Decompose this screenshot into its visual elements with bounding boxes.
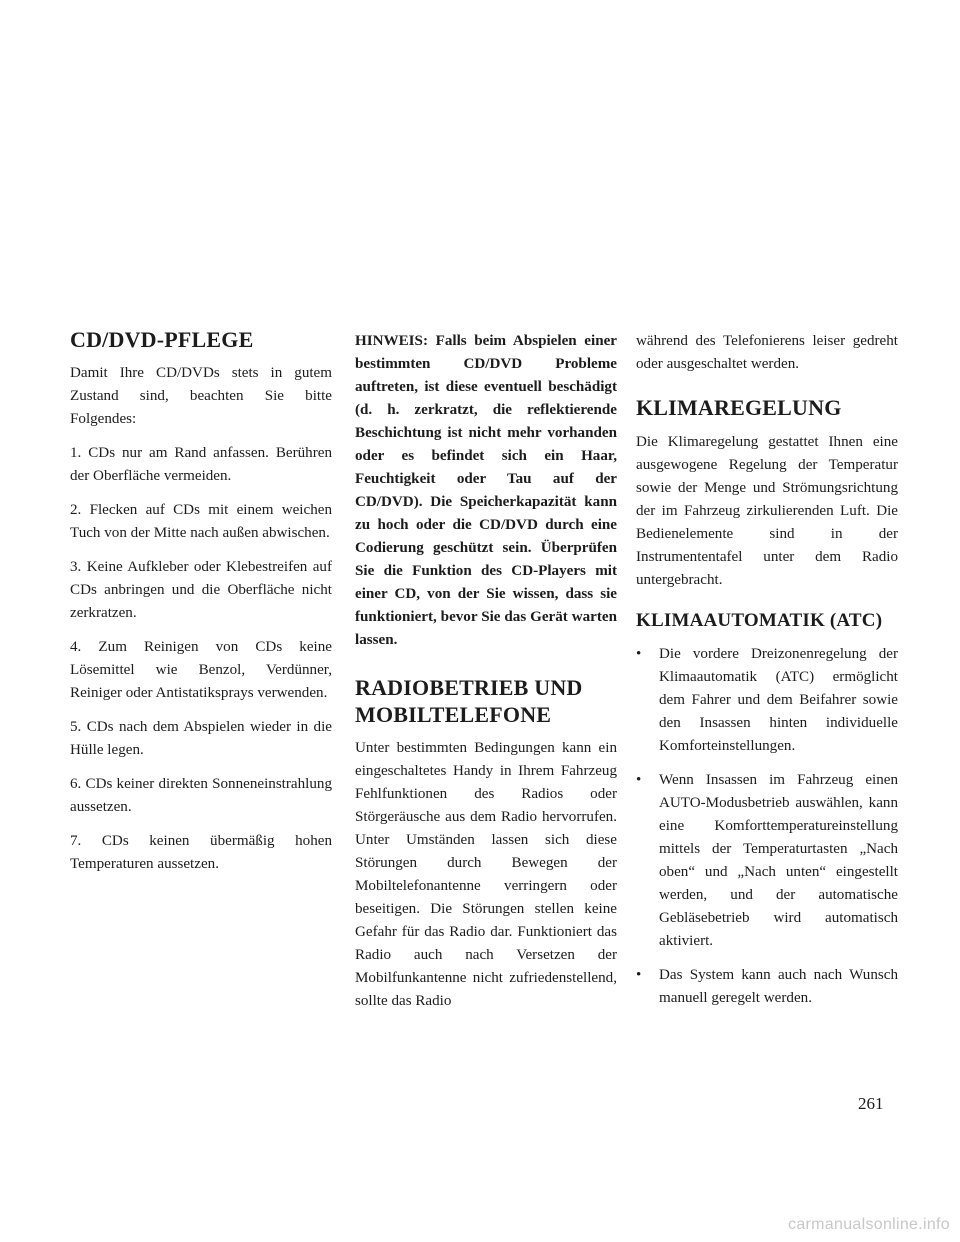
heading-radio-line1: RADIOBETRIEB UND — [355, 675, 583, 700]
column-left — [70, 326, 332, 887]
care-item-2: 2. Flecken auf CDs mit einem weichen Tuch von der Mitte nach außen abwischen. — [70, 502, 332, 541]
note-paragraph: HINWEIS: Falls beim Abspielen einer bestimmten CD/DVD Probleme auftreten, ist diese eventuell beschädigt (d. h. zerkratzt, die reflektierende Beschichtung ist nicht mehr vorhanden oder es befindet sich ein Haar, Feuchtigkeit oder Tau auf der CD/DVD). Die Speicherkapazität kann zu hoch oder die CD/DVD durch eine Codierung geschützt sein. Überprüfen Sie die Funktion des CD-Players mit einer CD, von der Sie wissen, dass sie funktioniert, bevor Sie das Gerät warten lassen. — [355, 333, 617, 648]
list-item: • Das System kann auch nach Wunsch manuell geregelt werden. — [636, 964, 898, 1010]
page-number: 261 — [858, 1094, 884, 1113]
care-item-3: 3. Keine Aufkleber oder Klebestreifen auf CDs anbringen und die Oberfläche nicht zerkratzen. — [70, 559, 332, 621]
heading-radio-mobile — [355, 674, 617, 728]
intro-paragraph: Damit Ihre CD/DVDs stets in gutem Zustand sind, beachten Sie bitte Folgendes: — [70, 365, 332, 427]
heading-atc: KLIMAAUTOMATIK (ATC) — [636, 610, 883, 631]
heading-radio-line2: MOBILTELEFONE — [355, 702, 552, 727]
heading-cd-dvd-care: CD/DVD-PFLEGE — [70, 327, 254, 352]
radio-body-paragraph: Unter bestimmten Bedingungen kann ein eingeschaltetes Handy in Ihrem Fahrzeug Fehlfunktionen des Radios oder Störgeräusche aus dem Radio hervorrufen. Unter Umständen lassen sich diese Störungen durch Bewegen der Mobiltelefonantenne verringern oder beseitigen. Die Störungen stellen keine Gefahr für das Radio dar. Funktioniert das Radio auch nach Versetzen der Mobilfunkantenne nicht zufriedenstellend, sollte das Radio — [355, 740, 617, 1009]
continuation-paragraph: während des Telefonierens leiser gedreht oder ausgeschaltet werden. — [636, 333, 898, 372]
heading-climate-control: KLIMAREGELUNG — [636, 395, 842, 420]
list-item: • Wenn Insassen im Fahrzeug einen AUTO-Modusbetrieb auswählen, kann eine Komforttemperatureinstellung mittels der Temperaturtasten „Nach oben“ und „Nach unten“ eingestellt werden, und der automatische Gebläsebetrieb wird automatisch aktiviert. — [636, 769, 898, 953]
care-item-7: 7. CDs keinen übermäßig hohen Temperaturen aussetzen. — [70, 833, 332, 872]
footer-watermark: carmanualsonline.info — [788, 1216, 950, 1233]
list-item: • Die vordere Dreizonenregelung der Klimaautomatik (ATC) ermöglicht dem Fahrer und dem Beifahrer sowie den Insassen hinten individuelle Komforteinstellungen. — [636, 643, 898, 758]
care-item-5: 5. CDs nach dem Abspielen wieder in die Hülle legen. — [70, 719, 332, 758]
climate-body-paragraph: Die Klimaregelung gestattet Ihnen eine ausgewogene Regelung der Temperatur sowie der Menge und Strömungsrichtung der im Fahrzeug zirkulierenden Luft. Die Bedienelemente sind in der Instrumententafel unter dem Radio untergebracht. — [636, 434, 898, 588]
care-item-6: 6. CDs keiner direkten Sonneneinstrahlung aussetzen. — [70, 776, 332, 815]
column-right — [636, 330, 898, 1021]
care-item-4: 4. Zum Reinigen von CDs keine Lösemittel wie Benzol, Verdünner, Reiniger oder Antistatiksprays verwenden. — [70, 639, 332, 701]
atc-bullet-list — [636, 643, 898, 1010]
column-middle — [355, 330, 617, 1024]
care-item-1: 1. CDs nur am Rand anfassen. Berühren der Oberfläche vermeiden. — [70, 445, 332, 484]
